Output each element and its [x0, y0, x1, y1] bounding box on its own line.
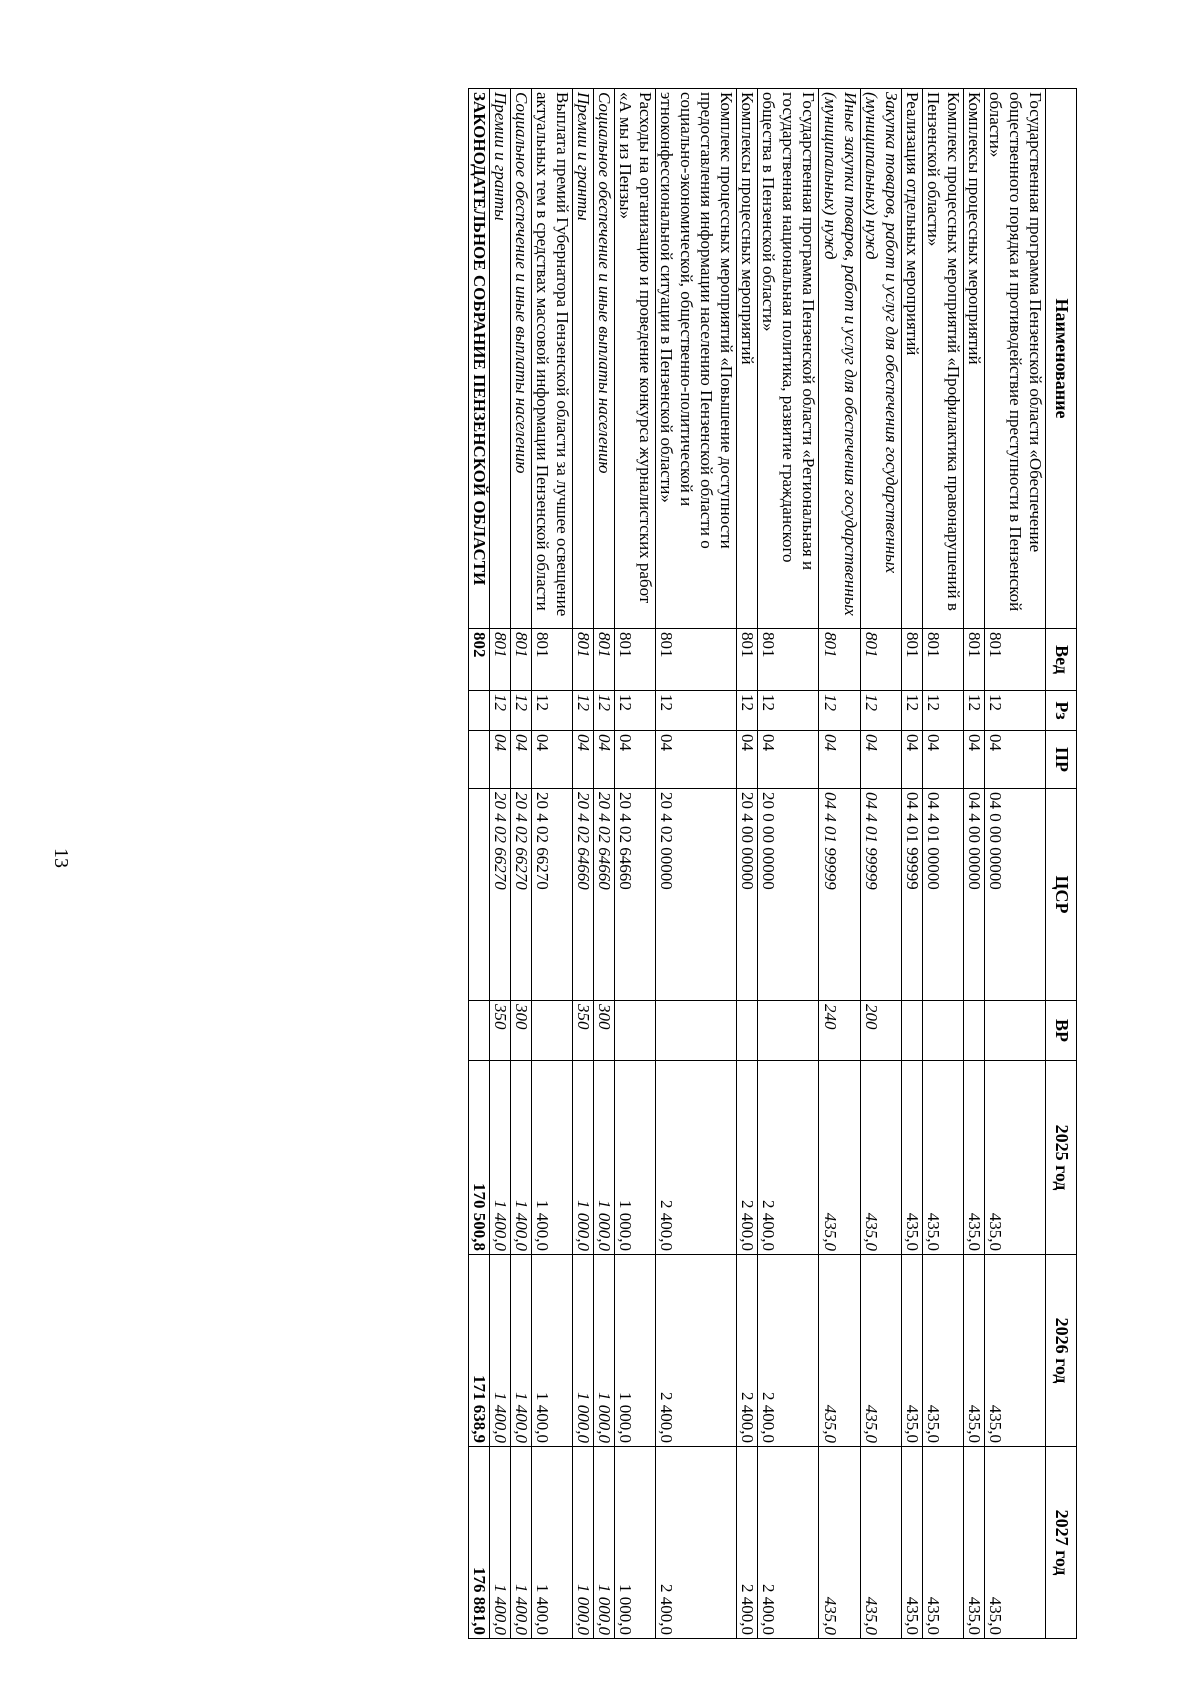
- table-row: [737, 89, 758, 1639]
- cell-2027: 2 400,0: [656, 1447, 737, 1639]
- cell-pr: 04: [572, 731, 593, 789]
- cell-rz: 12: [510, 691, 531, 731]
- table-row: [468, 89, 489, 1639]
- cell-vr: [468, 1001, 489, 1061]
- cell-2027: 1 000,0: [593, 1447, 614, 1639]
- table-row: [489, 89, 510, 1639]
- cell-csr: 04 4 01 99999: [901, 789, 922, 1001]
- cell-2025: 435,0: [922, 1061, 963, 1255]
- cell-ved: 801: [901, 629, 922, 691]
- cell-vr: [758, 1001, 819, 1061]
- table-row: [615, 89, 656, 1639]
- cell-csr: 20 4 02 66270: [489, 789, 510, 1001]
- cell-2026: 435,0: [819, 1255, 860, 1447]
- table-header-row: [1046, 89, 1077, 1639]
- table-row: [819, 89, 860, 1639]
- cell-ved: 801: [531, 629, 572, 691]
- cell-name: Расходы на организацию и проведение конкурса журналистских работ «А мы из Пензы»: [615, 89, 656, 629]
- cell-rz: 12: [489, 691, 510, 731]
- cell-rz: 12: [593, 691, 614, 731]
- rotated-table-container: [115, 88, 1077, 1638]
- cell-name: ЗАКОНОДАТЕЛЬНОЕ СОБРАНИЕ ПЕНЗЕНСКОЙ ОБЛАСТИ: [468, 89, 489, 629]
- cell-name: Комплексы процессных мероприятий: [737, 89, 758, 629]
- cell-vr: [963, 1001, 984, 1061]
- cell-2027: 435,0: [901, 1447, 922, 1639]
- cell-2027: 2 400,0: [737, 1447, 758, 1639]
- cell-ved: 801: [963, 629, 984, 691]
- cell-ved: 801: [860, 629, 901, 691]
- cell-2026: 2 400,0: [737, 1255, 758, 1447]
- cell-2027: 435,0: [860, 1447, 901, 1639]
- cell-2026: 1 400,0: [510, 1255, 531, 1447]
- table-row: [984, 89, 1045, 1639]
- cell-csr: 04 4 01 00000: [922, 789, 963, 1001]
- cell-2026: 1 400,0: [531, 1255, 572, 1447]
- cell-vr: 200: [860, 1001, 901, 1061]
- cell-pr: 04: [819, 731, 860, 789]
- cell-2026: 435,0: [963, 1255, 984, 1447]
- table-row: [901, 89, 922, 1639]
- cell-ved: 801: [615, 629, 656, 691]
- cell-pr: 04: [615, 731, 656, 789]
- cell-name: Государственная программа Пензенской области «Обеспечение общественного порядка и противодействие преступности в Пензенской области»: [984, 89, 1045, 629]
- cell-ved: 801: [984, 629, 1045, 691]
- cell-ved: 801: [593, 629, 614, 691]
- cell-vr: [901, 1001, 922, 1061]
- cell-csr: 20 4 02 66270: [531, 789, 572, 1001]
- cell-rz: 12: [531, 691, 572, 731]
- cell-ved: 802: [468, 629, 489, 691]
- cell-pr: 04: [737, 731, 758, 789]
- cell-2025: 2 400,0: [656, 1061, 737, 1255]
- cell-pr: 04: [593, 731, 614, 789]
- table-row: [510, 89, 531, 1639]
- budget-table: [468, 88, 1077, 1639]
- table-row: [758, 89, 819, 1639]
- cell-2026: 435,0: [922, 1255, 963, 1447]
- cell-name: Комплекс процессных мероприятий «Повышение доступности предоставления информации населению Пензенской области о социально-экономической, общественно-политической и этноконфессиональной ситуации в Пензенской области»: [656, 89, 737, 629]
- cell-name: Премии и гранты: [489, 89, 510, 629]
- cell-pr: [468, 731, 489, 789]
- cell-2027: 1 000,0: [572, 1447, 593, 1639]
- cell-vr: [737, 1001, 758, 1061]
- cell-2025: 1 000,0: [572, 1061, 593, 1255]
- table-row: [860, 89, 901, 1639]
- cell-csr: 20 4 00 00000: [737, 789, 758, 1001]
- table-row: [963, 89, 984, 1639]
- cell-2026: 1 000,0: [572, 1255, 593, 1447]
- cell-pr: 04: [531, 731, 572, 789]
- cell-ved: 801: [510, 629, 531, 691]
- table-row: [922, 89, 963, 1639]
- cell-ved: 801: [489, 629, 510, 691]
- cell-2027: 1 000,0: [615, 1447, 656, 1639]
- cell-vr: 240: [819, 1001, 860, 1061]
- cell-name: Премии и гранты: [572, 89, 593, 629]
- cell-2025: 435,0: [819, 1061, 860, 1255]
- cell-2025: 170 500,8: [468, 1061, 489, 1255]
- cell-name: Выплата премий Губернатора Пензенской области за лучшее освещение актуальных тем в средствах массовой информации Пензенской области: [531, 89, 572, 629]
- cell-vr: [922, 1001, 963, 1061]
- cell-csr: 20 4 02 64660: [572, 789, 593, 1001]
- cell-2026: 1 000,0: [615, 1255, 656, 1447]
- cell-2026: 171 638,9: [468, 1255, 489, 1447]
- cell-2025: 1 400,0: [489, 1061, 510, 1255]
- cell-2025: 435,0: [984, 1061, 1045, 1255]
- cell-rz: [468, 691, 489, 731]
- table-row: [531, 89, 572, 1639]
- cell-name: Комплекс процессных мероприятий «Профилактика правонарушений в Пензенской области»: [922, 89, 963, 629]
- cell-ved: 801: [572, 629, 593, 691]
- cell-2026: 435,0: [984, 1255, 1045, 1447]
- cell-name: Комплексы процессных мероприятий: [963, 89, 984, 629]
- cell-pr: 04: [510, 731, 531, 789]
- cell-2026: 2 400,0: [758, 1255, 819, 1447]
- cell-vr: 300: [510, 1001, 531, 1061]
- cell-2026: 2 400,0: [656, 1255, 737, 1447]
- header-pr: ПР: [1046, 731, 1077, 789]
- cell-vr: 350: [489, 1001, 510, 1061]
- header-csr: ЦСР: [1046, 789, 1077, 1001]
- cell-2027: 435,0: [963, 1447, 984, 1639]
- cell-pr: 04: [860, 731, 901, 789]
- header-2025: 2025 год: [1046, 1061, 1077, 1255]
- cell-vr: 300: [593, 1001, 614, 1061]
- table-row: [656, 89, 737, 1639]
- cell-vr: [531, 1001, 572, 1061]
- cell-2027: 1 400,0: [489, 1447, 510, 1639]
- cell-rz: 12: [901, 691, 922, 731]
- cell-vr: 350: [572, 1001, 593, 1061]
- cell-pr: 04: [489, 731, 510, 789]
- cell-name: Государственная программа Пензенской области «Региональная и государственная национальная политика, развитие гражданского общества в Пензенской области»: [758, 89, 819, 629]
- cell-rz: 12: [963, 691, 984, 731]
- cell-csr: 20 4 02 64660: [615, 789, 656, 1001]
- cell-name: Закупка товаров, работ и услуг для обеспечения государственных (муниципальных) нужд: [860, 89, 901, 629]
- cell-rz: 12: [922, 691, 963, 731]
- cell-pr: 04: [984, 731, 1045, 789]
- cell-2027: 2 400,0: [758, 1447, 819, 1639]
- header-rz: Рз: [1046, 691, 1077, 731]
- cell-rz: 12: [860, 691, 901, 731]
- table-row: [572, 89, 593, 1639]
- cell-pr: 04: [901, 731, 922, 789]
- page-number: 13: [50, 848, 72, 868]
- cell-rz: 12: [615, 691, 656, 731]
- table-row: [593, 89, 614, 1639]
- cell-rz: 12: [819, 691, 860, 731]
- cell-pr: 04: [922, 731, 963, 789]
- cell-vr: [615, 1001, 656, 1061]
- cell-2026: 1 000,0: [593, 1255, 614, 1447]
- cell-2025: 1 000,0: [593, 1061, 614, 1255]
- cell-2025: 435,0: [860, 1061, 901, 1255]
- header-2027: 2027 год: [1046, 1447, 1077, 1639]
- cell-2025: 435,0: [901, 1061, 922, 1255]
- cell-2027: 176 881,0: [468, 1447, 489, 1639]
- cell-2027: 1 400,0: [531, 1447, 572, 1639]
- cell-ved: 801: [737, 629, 758, 691]
- cell-csr: 04 0 00 00000: [984, 789, 1045, 1001]
- cell-csr: [468, 789, 489, 1001]
- cell-2027: 435,0: [819, 1447, 860, 1639]
- cell-rz: 12: [984, 691, 1045, 731]
- cell-ved: 801: [758, 629, 819, 691]
- cell-rz: 12: [656, 691, 737, 731]
- cell-ved: 801: [922, 629, 963, 691]
- cell-2026: 435,0: [901, 1255, 922, 1447]
- cell-2027: 1 400,0: [510, 1447, 531, 1639]
- cell-ved: 801: [656, 629, 737, 691]
- cell-vr: [984, 1001, 1045, 1061]
- cell-2026: 1 400,0: [489, 1255, 510, 1447]
- cell-name: Социальное обеспечение и иные выплаты населению: [593, 89, 614, 629]
- cell-csr: 04 4 00 00000: [963, 789, 984, 1001]
- cell-2025: 435,0: [963, 1061, 984, 1255]
- cell-pr: 04: [656, 731, 737, 789]
- header-ved: Вед: [1046, 629, 1077, 691]
- header-vr: ВР: [1046, 1001, 1077, 1061]
- cell-2025: 1 400,0: [531, 1061, 572, 1255]
- cell-ved: 801: [819, 629, 860, 691]
- cell-2026: 435,0: [860, 1255, 901, 1447]
- cell-2025: 2 400,0: [737, 1061, 758, 1255]
- header-2026: 2026 год: [1046, 1255, 1077, 1447]
- cell-name: Иные закупки товаров, работ и услуг для обеспечения государственных (муниципальных) нужд: [819, 89, 860, 629]
- cell-csr: 20 4 02 00000: [656, 789, 737, 1001]
- cell-rz: 12: [737, 691, 758, 731]
- cell-2027: 435,0: [922, 1447, 963, 1639]
- cell-name: Реализация отдельных мероприятий: [901, 89, 922, 629]
- cell-rz: 12: [572, 691, 593, 731]
- cell-name: Социальное обеспечение и иные выплаты населению: [510, 89, 531, 629]
- cell-csr: 20 4 02 64660: [593, 789, 614, 1001]
- cell-csr: 04 4 01 99999: [819, 789, 860, 1001]
- cell-2025: 2 400,0: [758, 1061, 819, 1255]
- cell-csr: 20 0 00 00000: [758, 789, 819, 1001]
- cell-csr: 04 4 01 99999: [860, 789, 901, 1001]
- cell-rz: 12: [758, 691, 819, 731]
- cell-pr: 04: [758, 731, 819, 789]
- cell-2025: 1 400,0: [510, 1061, 531, 1255]
- table-body: [468, 89, 1045, 1639]
- cell-pr: 04: [963, 731, 984, 789]
- cell-csr: 20 4 02 66270: [510, 789, 531, 1001]
- cell-2025: 1 000,0: [615, 1061, 656, 1255]
- cell-2027: 435,0: [984, 1447, 1045, 1639]
- cell-vr: [656, 1001, 737, 1061]
- header-name: Наименование: [1046, 89, 1077, 629]
